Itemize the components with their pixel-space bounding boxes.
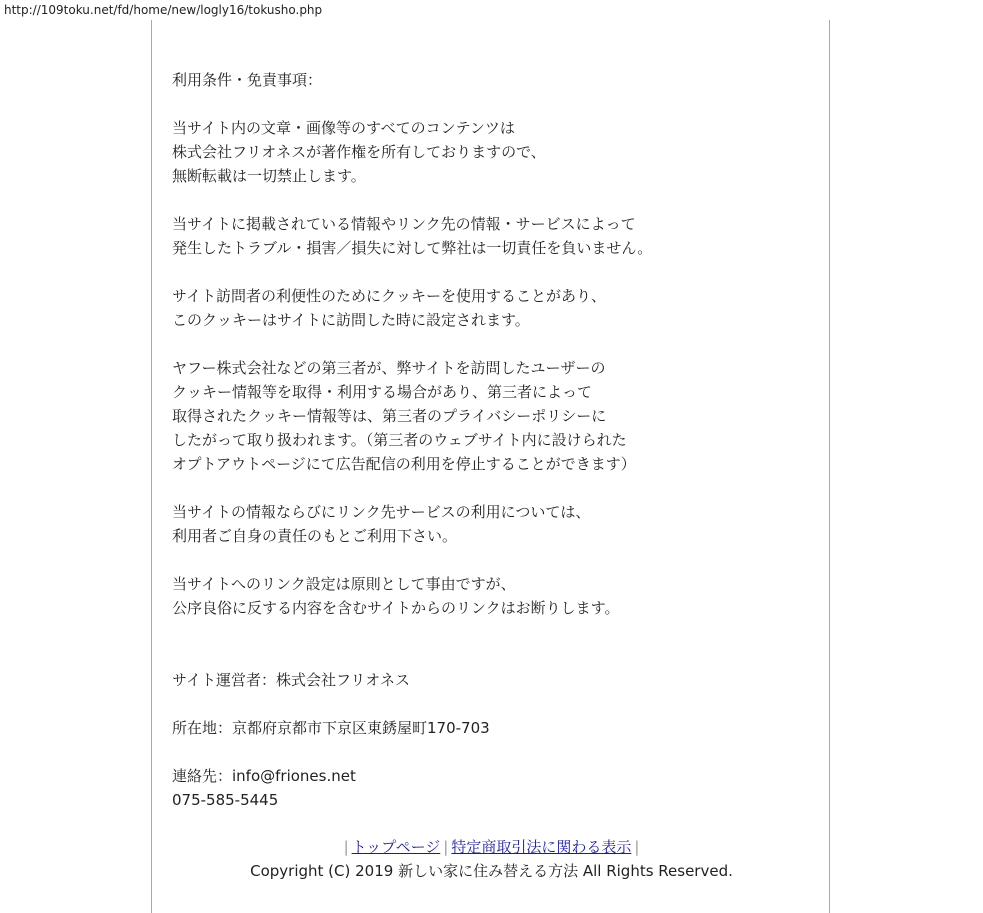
footer-separator: |: [443, 838, 449, 856]
paragraph-line: したがって取り扱われます。（第三者のウェブサイト内に設けられた: [172, 431, 627, 449]
address-line: 所在地：京都府京都市下京区東銹屋町170-703: [172, 719, 490, 737]
paragraph-line: 当サイト内の文章・画像等のすべてのコンテンツは: [172, 119, 515, 137]
paragraph-line: 利用者ご自身の責任のもとご利用下さい。: [172, 527, 458, 545]
page-content-frame: [151, 20, 830, 913]
paragraph-line: ヤフー株式会社などの第三者が、弊サイトを訪問したユーザーの: [172, 359, 606, 377]
paragraph-line: 公序良俗に反する内容を含むサイトからのリンクはお断りします。: [172, 599, 620, 617]
terms-title: 利用条件・免責事項：: [172, 71, 323, 89]
paragraph-line: クッキー情報等を取得・利用する場合があり、第三者によって: [172, 383, 593, 401]
paragraph-line: サイト訪問者の利便性のためにクッキーを使用することがあり、: [172, 287, 606, 305]
footer-separator: |: [634, 838, 640, 856]
page-url: http://109toku.net/fd/home/new/logly16/tokusho.php: [4, 3, 323, 17]
footer-separator: |: [343, 838, 349, 856]
site-address: [172, 716, 812, 740]
paragraph-line: オプトアウトページにて広告配信の利用を停止することができます）: [172, 455, 636, 473]
terms-paragraph-responsibility: [172, 500, 812, 548]
page-footer: [152, 835, 831, 883]
terms-paragraph-cookie: [172, 284, 812, 332]
terms-paragraph-third-party: [172, 356, 812, 476]
copyright-text: Copyright (C) 2019 新しい家に住み替える方法 All Rights Reserved.: [250, 862, 733, 880]
paragraph-line: 株式会社フリオネスが著作権を所有しておりますので、: [172, 143, 546, 161]
paragraph-line: 当サイトへのリンク設定は原則として事由ですが、: [172, 575, 516, 593]
operator-line: サイト運営者：株式会社フリオネス: [172, 671, 411, 689]
paragraph-line: このクッキーはサイトに訪問した時に設定されます。: [172, 311, 530, 329]
commercial-transactions-link[interactable]: 特定商取引法に関わる表示: [451, 838, 632, 856]
site-contact: [172, 764, 812, 812]
top-page-link[interactable]: トップページ: [351, 838, 441, 856]
paragraph-line: 当サイトに掲載されている情報やリンク先の情報・サービスによって: [172, 215, 636, 233]
contact-email-line: 連絡先：info@friones.net: [172, 767, 356, 785]
paragraph-line: 発生したトラブル・損害／損失に対して弊社は一切責任を負いません。: [172, 239, 653, 257]
site-operator: [172, 668, 812, 692]
terms-paragraph-linking: [172, 572, 812, 620]
terms-content: [172, 68, 812, 836]
terms-paragraph-liability: [172, 212, 812, 260]
contact-phone: 075-585-5445: [172, 791, 279, 809]
paragraph-line: 無断転載は一切禁止します。: [172, 167, 366, 185]
terms-paragraph-copyright: [172, 116, 812, 188]
spacer: [172, 644, 812, 668]
paragraph-line: 取得されたクッキー情報等は、第三者のプライバシーポリシーに: [172, 407, 607, 425]
paragraph-line: 当サイトの情報ならびにリンク先サービスの利用については、: [172, 503, 591, 521]
